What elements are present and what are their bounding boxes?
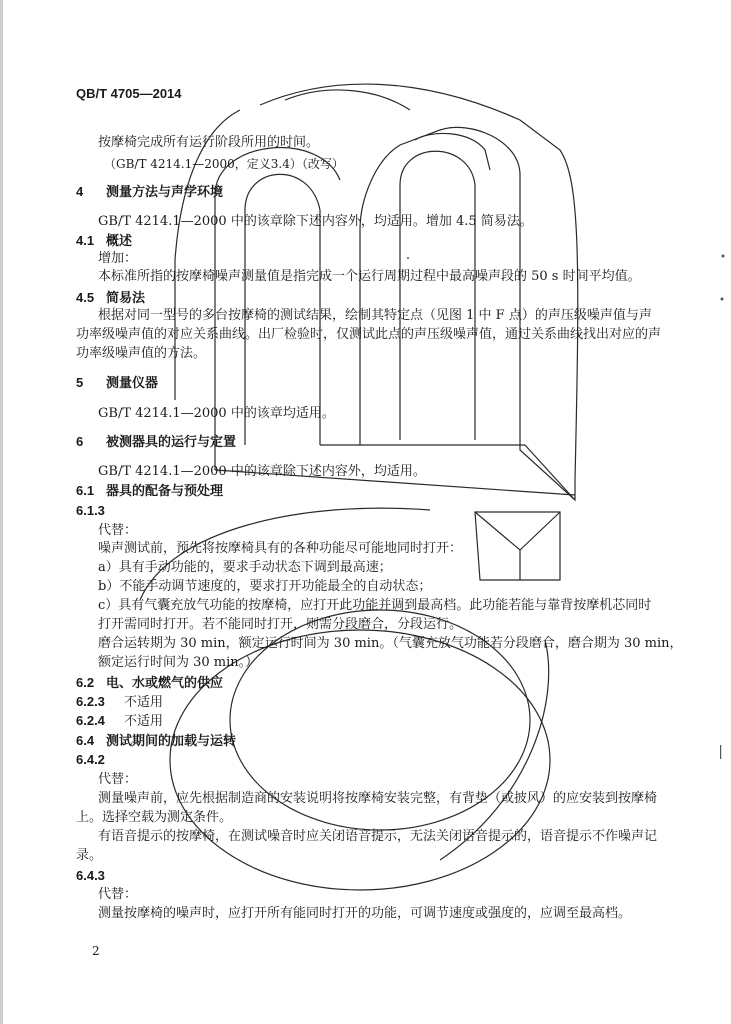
section-number: 6.2.3: [76, 694, 105, 709]
line-text: 器具的配备与预处理: [106, 484, 224, 499]
text-line: [98, 541, 462, 557]
section-heading: [76, 483, 223, 500]
text-line: [98, 135, 319, 151]
line-text: 打开需同时打开。若不能同时打开，则需分段磨合，分段运行。: [98, 617, 463, 632]
section-heading: [76, 290, 145, 307]
text-line: [98, 523, 137, 539]
text-line: [98, 906, 631, 922]
section-number: 6.2: [76, 675, 95, 690]
text-line: [98, 617, 462, 633]
line-text: 测量按摩椅的噪声时，应打开所有能同时打开的功能，可调节速度或强度的，应调至最高档。: [98, 906, 632, 921]
section-heading: [76, 694, 163, 711]
line-text: GB/T 4214.1—2000 中的该章除下述内容外，均适用。: [98, 464, 426, 479]
section-number: 4.1: [76, 233, 95, 248]
section-heading: [76, 713, 163, 730]
text-line: [98, 829, 657, 845]
text-line: [98, 464, 426, 480]
section-heading: [76, 752, 124, 769]
line-text: 功率级噪声值的对应关系曲线。出厂检验时，仅测试此点的声压级噪声值，通过关系曲线找出对应的声: [76, 327, 662, 342]
section-number: 6.4: [76, 733, 95, 748]
line-text: 噪声测试前，预先将按摩椅具有的各种功能尽可能地同时打开：: [98, 541, 463, 556]
line-text: GB/T 4214.1—2000 中的该章除下述内容外，均适用。增加 4.5 简易法。: [98, 214, 533, 229]
section-number: 6.4.3: [76, 868, 105, 883]
line-text: 测量方法与声学环境: [106, 185, 224, 200]
line-text: 上。选择空载为测定条件。: [76, 810, 233, 825]
text-line: [76, 327, 661, 343]
text-line: [98, 251, 137, 267]
line-text: 测量噪声前，应先根据制造商的安装说明将按摩椅安装完整，有背垫（或披风）的应安装到按摩椅: [98, 791, 658, 806]
section-number: 5: [76, 375, 84, 390]
section-heading: [76, 675, 223, 692]
section-heading: [76, 503, 124, 520]
line-text: 概述: [106, 234, 133, 249]
section-number: 6.1.3: [76, 503, 105, 518]
section-number: 4: [76, 184, 84, 199]
line-text: 测量仪器: [106, 376, 159, 391]
text-line: [76, 810, 232, 826]
line-text: 代替：: [98, 772, 138, 787]
text-line: [98, 214, 533, 230]
line-text: 增加：: [98, 251, 138, 266]
text-line: [98, 579, 431, 595]
text-line: [98, 772, 137, 788]
text-line: [98, 406, 335, 422]
text-line: [98, 269, 641, 285]
text-line: [98, 560, 392, 576]
line-text: c）具有气囊充放气功能的按摩椅，应打开此功能并调到最高档。此功能若能与靠背按摩机芯同时: [98, 598, 652, 613]
section-heading: [76, 733, 236, 750]
line-text: （GB/T 4214.1—2000，定义3.4）（改写）: [104, 157, 344, 171]
line-text: 磨合运转期为 30 min，额定运行时间为 30 min。（气囊充放气功能若分段磨合，磨合期为 30 min，: [98, 636, 683, 651]
text-line: [98, 887, 137, 903]
line-text: 被测器具的运行与定置: [106, 435, 237, 450]
line-text: 代替：: [98, 887, 138, 902]
text-line: [76, 346, 206, 362]
line-text: 本标准所指的按摩椅噪声测量值是指完成一个运行周期过程中最高噪声段的 50 s 时间平均值。: [98, 269, 641, 284]
text-line: [104, 156, 344, 172]
section-heading: [76, 233, 132, 250]
line-text: 不适用: [124, 714, 164, 729]
text-line: [76, 848, 102, 864]
line-text: b）不能手动调节速度的，要求打开功能最全的自动状态；: [98, 579, 432, 594]
text-line: [98, 636, 683, 652]
section-number: 4.5: [76, 290, 95, 305]
line-text: 测试期间的加载与运转: [106, 734, 237, 749]
line-text: 电、水或燃气的供应: [106, 676, 224, 691]
line-text: 功率级噪声值的方法。: [76, 346, 207, 361]
line-text: 简易法: [106, 291, 146, 306]
line-text: 额定运行时间为 30 min。）: [98, 655, 259, 670]
line-text: 代替：: [98, 523, 138, 538]
text-line: [98, 791, 657, 807]
line-text: 录。: [76, 848, 103, 863]
scan-left-edge: [0, 0, 3, 1024]
section-number: 6.2.4: [76, 713, 105, 728]
line-text: GB/T 4214.1—2000 中的该章均适用。: [98, 406, 335, 421]
line-text: 按摩椅完成所有运行阶段所用的时间。: [98, 135, 320, 150]
section-heading: [76, 375, 158, 392]
section-heading: [76, 434, 236, 451]
section-number: 6.1: [76, 483, 95, 498]
line-text: 不适用: [124, 695, 164, 710]
text-line: [98, 655, 258, 671]
line-text: 有语音提示的按摩椅，在测试噪音时应关闭语音提示，无法关闭语音提示的，语音提示不作噪声记: [98, 829, 658, 844]
text-line: [98, 308, 652, 324]
text-line: [98, 598, 651, 614]
page-number: 2: [92, 944, 100, 958]
line-text: a）具有手动功能的，要求手动状态下调到最高速；: [98, 560, 392, 575]
section-number: 6.4.2: [76, 752, 105, 767]
section-heading: [76, 868, 124, 885]
section-heading: [76, 184, 223, 201]
standard-number-header: QB/T 4705—2014: [76, 86, 182, 101]
line-text: 根据对同一型号的多台按摩椅的测试结果，绘制其特定点（见图 1 中 F 点）的声压级噪声值与声: [98, 308, 652, 323]
section-number: 6: [76, 434, 84, 449]
